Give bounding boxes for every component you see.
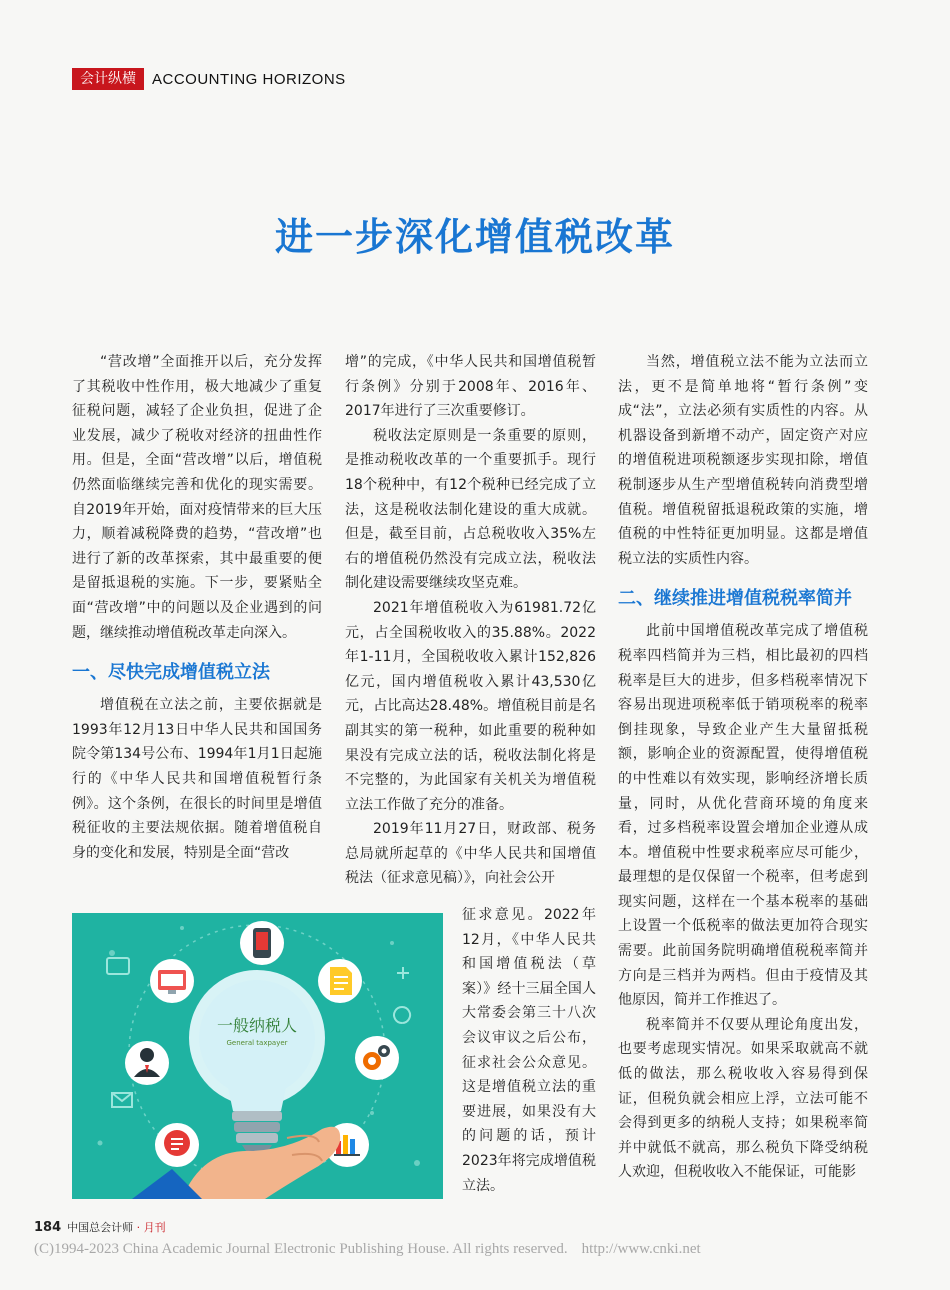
person-icon bbox=[125, 1041, 169, 1085]
paragraph: “营改增”全面推开以后，充分发挥了其税收中性作用，极大地减少了重复征税问题，减轻了企业负担，促进了企业发展，减少了税收对经济的扭曲性作用。但是，全面“营改增”以后，增值税仍然面临继续完善和优化的现实需要。自2019年开始，面对疫情带来的巨大压力，顺着减税降费的趋势，“营改增”也进行了新的改革探索，其中最重要的便是留抵退税的实施。下一步，要紧贴全面“营改增”中的问题以及企业遇到的问题，继续推动增值税改革走向深入。 bbox=[72, 354, 322, 641]
page-footer bbox=[34, 1219, 166, 1235]
paragraph: 征求意见。2022年12月，《中华人民共和国增值税法（草案）》经十三届全国人大常委会第三十八次会议审议之后公布，征求社会公众意见。这是增值税立法的重要进展，如果没有大的问题的话，预计2023年将完成增值税立法。 bbox=[462, 907, 596, 1194]
section-header bbox=[72, 68, 346, 90]
illustration-svg bbox=[72, 913, 443, 1199]
document-icon bbox=[318, 959, 362, 1003]
column-2 bbox=[345, 350, 596, 891]
paragraph: 2021年增值税收入为61981.72亿元，占全国税收收入的35.88%。2022年1-11月，全国税收收入累计152,826亿元，国内增值税收入累计43,530亿元，占比高达28.48%。增值税目前是名副其实的第一税种，如此重要的税种如果没有完成立法的话，税收法制化将是不完整的，为此国家有关机关为增值税立法工作做了充分的准备。 bbox=[345, 599, 596, 813]
page-number: 184 bbox=[34, 1220, 62, 1235]
publication-name bbox=[67, 1219, 166, 1235]
chat-icon bbox=[155, 1123, 199, 1167]
phone-icon bbox=[240, 921, 284, 965]
gear-icon bbox=[355, 1036, 399, 1080]
paragraph: 2019年11月27日，财政部、税务总局就所起草的《中华人民共和国增值税法（征求意见稿）》，向社会公开 bbox=[345, 821, 596, 887]
paragraph: 增”的完成，《中华人民共和国增值税暂行条例》分别于2008年、2016年、2017年进行了三次重要修订。 bbox=[345, 354, 596, 420]
bulb-sublabel: General taxpayer bbox=[226, 1039, 288, 1047]
paragraph: 当然，增值税立法不能为立法而立法，更不是简单地将“暂行条例”变成“法”，立法必须有实质性的内容。从机器设备到新增不动产，固定资产对应的增值税进项税额逐步实现扣除，增值税制逐步从生产型增值税转向消费型增值税。增值税留抵退税政策的实施，增值税的中性特征更加明显。这都是增值税立法的实质性内容。 bbox=[618, 354, 868, 567]
column-1 bbox=[72, 350, 322, 865]
article-title: 进一步深化增值税改革 bbox=[274, 215, 675, 259]
paragraph: 增值税在立法之前，主要依据就是1993年12月13日中华人民共和国国务院令第134号公布、1994年1月1日起施行的《中华人民共和国增值税暂行条例》。这个条例，在很长的时间里是增值税征收的主要法规依据。随着增值税自身的变化和发展，特别是全面“营改 bbox=[72, 697, 322, 861]
journal-name: 中国总会计师 bbox=[67, 1221, 134, 1234]
column-3 bbox=[618, 350, 868, 1185]
column-2-continued bbox=[462, 903, 596, 1198]
separator: · bbox=[133, 1221, 144, 1234]
section-heading-1: 一、尽快完成增值税立法 bbox=[72, 662, 270, 684]
copyright-url[interactable]: http://www.cnki.net bbox=[581, 1241, 701, 1257]
paragraph: 此前中国增值税改革完成了增值税税率四档简并为三档，相比最初的四档税率是巨大的进步，但多档税率情况下容易出现进项税率低于销项税率的税率倒挂现象，导致企业产生大量留抵税额，影响企业的资源配置，使得增值税的中性难以有效实现，影响经济增长质量，同时，从优化营商环境的角度来看，过多档税率设置会增加企业遵从成本。增值税中性要求税率应尽可能少，最理想的是仅保留一个税率，但考虑到现实问题，这样在一个基本税率的基础上设置一个低税率的做法更加符合现实需要。此前国务院明确增值税税率简并方向是三档并为两档。但由于疫情及其他原因，简并工作推迟了。 bbox=[618, 623, 868, 1009]
bulb-label: 一般纳税人 bbox=[216, 1016, 298, 1035]
section-tag: 会计纵横 bbox=[72, 68, 144, 90]
copyright-line bbox=[34, 1241, 701, 1258]
section-title-en: ACCOUNTING HORIZONS bbox=[152, 70, 346, 88]
paragraph: 税率简并不仅要从理论角度出发，也要考虑现实情况。如果采取就高不就低的做法，那么税收收入容易得到保证，但税负就会相应上浮，立法可能不会得到更多的纳税人支持；如果税率简并中就低不就高，那么税负下降受纳税人欢迎，但税收收入不能保证，可能影 bbox=[618, 1016, 868, 1181]
computer-icon bbox=[150, 959, 194, 1003]
journal-frequency: 月刊 bbox=[143, 1221, 166, 1234]
section-heading-2: 二、继续推进增值税税率简并 bbox=[618, 588, 852, 610]
paragraph: 税收法定原则是一条重要的原则，是推动税收改革的一个重要抓手。现行18个税种中，有12个税种已经完成了立法，这是税收法制化建设的重大成就。但是，截至目前，占总税收收入35%左右的增值税仍然没有完成立法，税收法制化建设需要继续攻坚克难。 bbox=[345, 427, 596, 592]
illustration-lightbulb bbox=[72, 913, 443, 1199]
copyright-text: (C)1994-2023 China Academic Journal Electronic Publishing House. All rights reserved. bbox=[34, 1241, 568, 1257]
